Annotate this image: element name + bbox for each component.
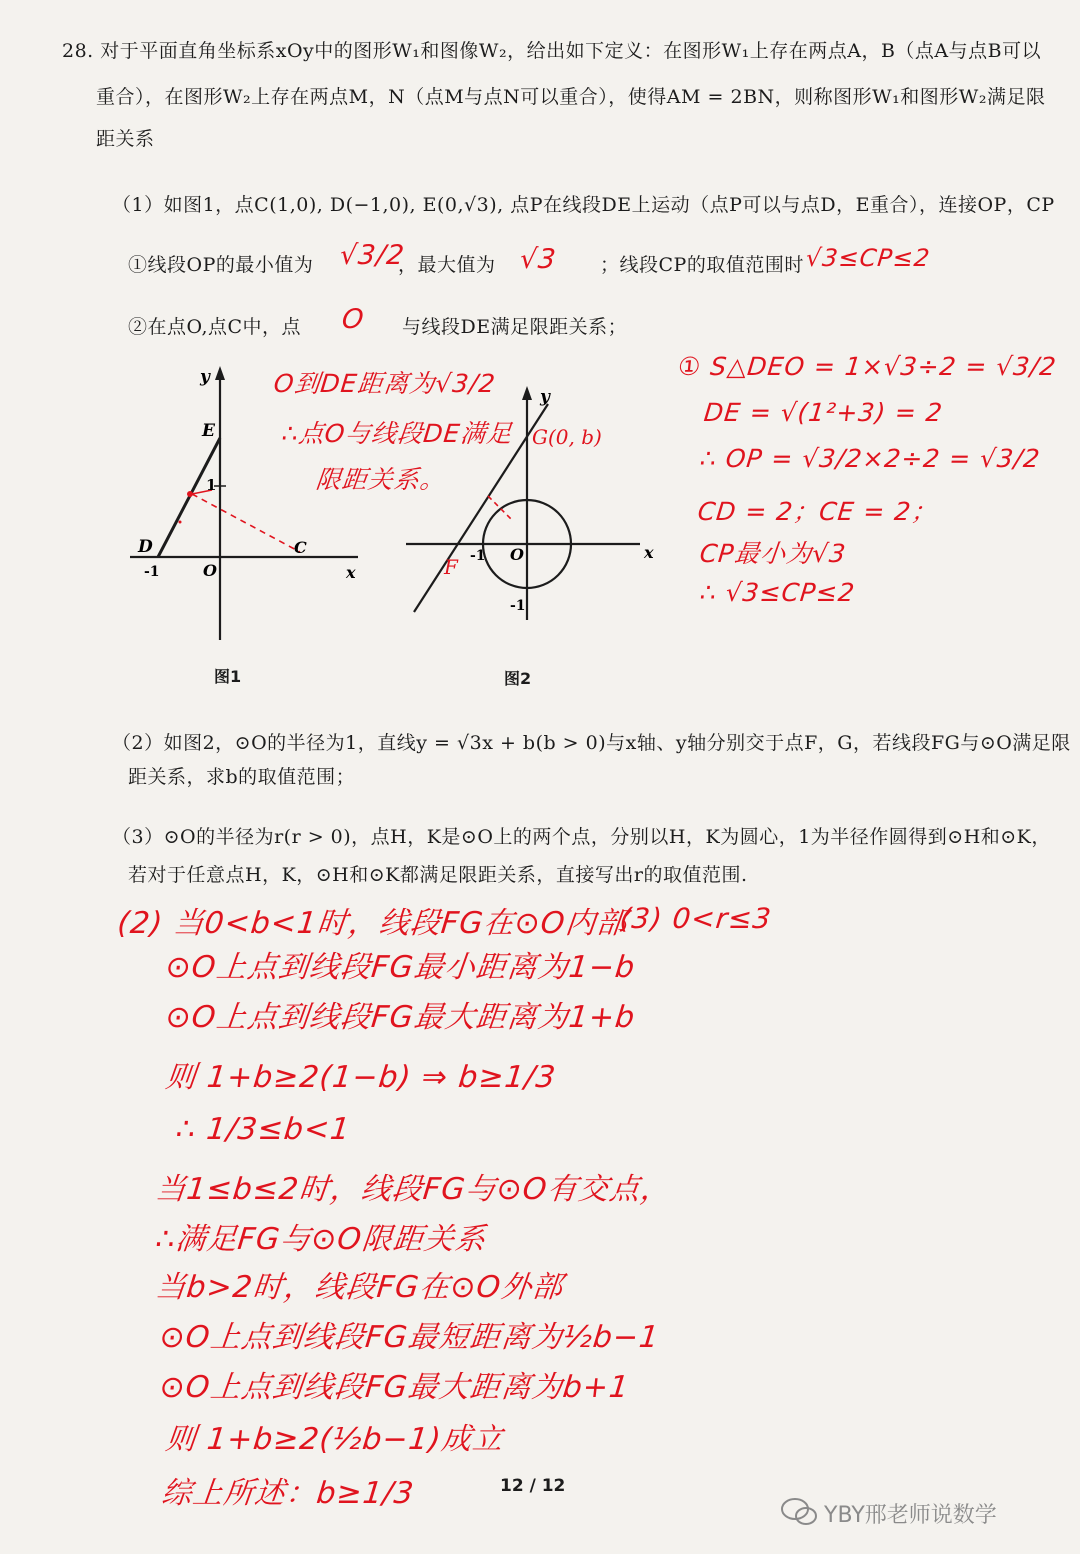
part1-q1-c: ；线段CP的取值范围时 (600, 254, 804, 276)
page-number: 12 / 12 (500, 1476, 566, 1496)
fig1-y-arrow (215, 366, 225, 380)
note-a1: O到DE距离为√3/2 (272, 369, 498, 398)
sol2-line-3: ⊙O上点到线段FG最大距离为1+b (163, 1000, 638, 1035)
fig1-label-y: y (200, 367, 210, 387)
sol3-answer: (3) 0<r≤3 (618, 902, 774, 935)
fig1-label-c: C (294, 538, 307, 557)
work-6: ∴ √3≤CP≤2 (698, 578, 857, 607)
fig1-label-e: E (202, 421, 215, 441)
sol2-line-12: 综上所述：b≥1/3 (159, 1476, 416, 1511)
fig1-point-p (187, 491, 193, 497)
sol2-line-7: ∴满足FG与⊙O限距关系 (153, 1222, 488, 1257)
wechat-icon (780, 1494, 820, 1528)
fig2-y-arrow (522, 386, 532, 400)
sol2-line-6: 当1≤b≤2时，线段FG与⊙O有交点， (153, 1172, 674, 1207)
part1-q1-b: ，最大值为 (398, 254, 496, 276)
part3-line-1: （3）⊙O的半径为r(r > 0)，点H，K是⊙O上的两个点，分别以H，K为圆心，1为半径作圆得到⊙H和⊙K， (112, 826, 1051, 848)
fig2-label-o: O (510, 545, 524, 564)
answer-op-min: √3/2 (338, 240, 407, 271)
sol2-line-1: (2) 当0<b<1时，线段FG在⊙O内部 (115, 906, 630, 941)
intro-line-2: 重合），在图形W₂上存在两点M，N（点M与点N可以重合），使得AM = 2BN，则称图形W₁和图形W₂满足限 (96, 86, 1046, 108)
sol2-line-8: 当b>2时，线段FG在⊙O外部 (153, 1270, 566, 1305)
work-1: ① S△DEO = 1×√3÷2 = √3/2 (676, 352, 1059, 381)
fig1-label-o: O (203, 561, 217, 580)
answer-point: O (340, 304, 366, 335)
part3-line-2: 若对于任意点H，K，⊙H和⊙K都满足限距关系，直接写出r的取值范围. (128, 864, 748, 886)
fig1-segment-de (158, 438, 220, 557)
fig2-label-g: G(0, b) (532, 425, 602, 449)
note-a2: ∴点O与线段DE满足 (280, 419, 515, 448)
work-4: CD = 2；CE = 2； (696, 497, 939, 526)
answer-cp-range: √3≤CP≤2 (804, 244, 932, 272)
intro-line-3: 距关系 (96, 128, 155, 150)
work-2: DE = √(1²+3) = 2 (702, 398, 945, 427)
note-a3: 限距关系。 (314, 465, 448, 494)
fig1-label-x: x (346, 563, 356, 582)
sol2-line-5: ∴ 1/3≤b<1 (174, 1112, 353, 1147)
fig2-label-neg1-x: -1 (470, 548, 486, 564)
fig1-label-1: 1 (206, 476, 217, 494)
fig1-label-d: D (138, 537, 153, 557)
part2-line-2: 距关系，求b的取值范围； (128, 766, 356, 788)
fig2-label-x: x (644, 543, 654, 562)
part1-text: （1）如图1，点C(1,0), D(−1,0), E(0,√3), 点P在线段DE上运动（点P可以与点D，E重合），连接OP，CP (112, 194, 1055, 216)
sol2-line-10: ⊙O上点到线段FG最大距离为b+1 (157, 1370, 632, 1405)
fig1-label-neg1: -1 (144, 564, 160, 580)
part1-q2-a: ②在点O,点C中，点 (128, 316, 302, 338)
sol2-line-2: ⊙O上点到线段FG最小距离为1−b (163, 950, 638, 985)
fig2-label-f: F (444, 555, 458, 579)
sol2-line-4: 则 1+b≥2(1−b) ⇒ b≥1/3 (163, 1060, 558, 1095)
fig2-label-y: y (540, 387, 550, 407)
fig1-dot-mark (179, 521, 182, 524)
fig1-dashed-cp (192, 494, 300, 552)
figure-1-caption: 图1 (214, 667, 242, 686)
answer-op-max: √3 (518, 244, 559, 275)
fig2-label-neg1-y: -1 (510, 598, 526, 614)
part1-q1-a: ①线段OP的最小值为 (128, 254, 314, 276)
part1-q2-b: 与线段DE满足限距关系； (402, 316, 628, 338)
work-3: ∴ OP = √3/2×2÷2 = √3/2 (698, 444, 1042, 473)
part2-line-1: （2）如图2，⊙O的半径为1，直线y = √3x + b(b > 0)与x轴、y轴分别交于点F，G，若线段FG与⊙O满足限 (112, 732, 1071, 754)
sol2-line-9: ⊙O上点到线段FG最短距离为½b−1 (157, 1320, 662, 1355)
work-5: CP最小为√3 (698, 539, 848, 568)
intro-line-1: 28. 对于平面直角坐标系xOy中的图形W₁和图像W₂，给出如下定义：在图形W₁上存在两点A，B（点A与点B可以 (62, 40, 1042, 62)
figure-2-caption: 图2 (504, 669, 532, 688)
sol2-line-11: 则 1+b≥2(½b−1)成立 (163, 1422, 506, 1457)
watermark-text: YBY邢老师说数学 (824, 1503, 997, 1528)
